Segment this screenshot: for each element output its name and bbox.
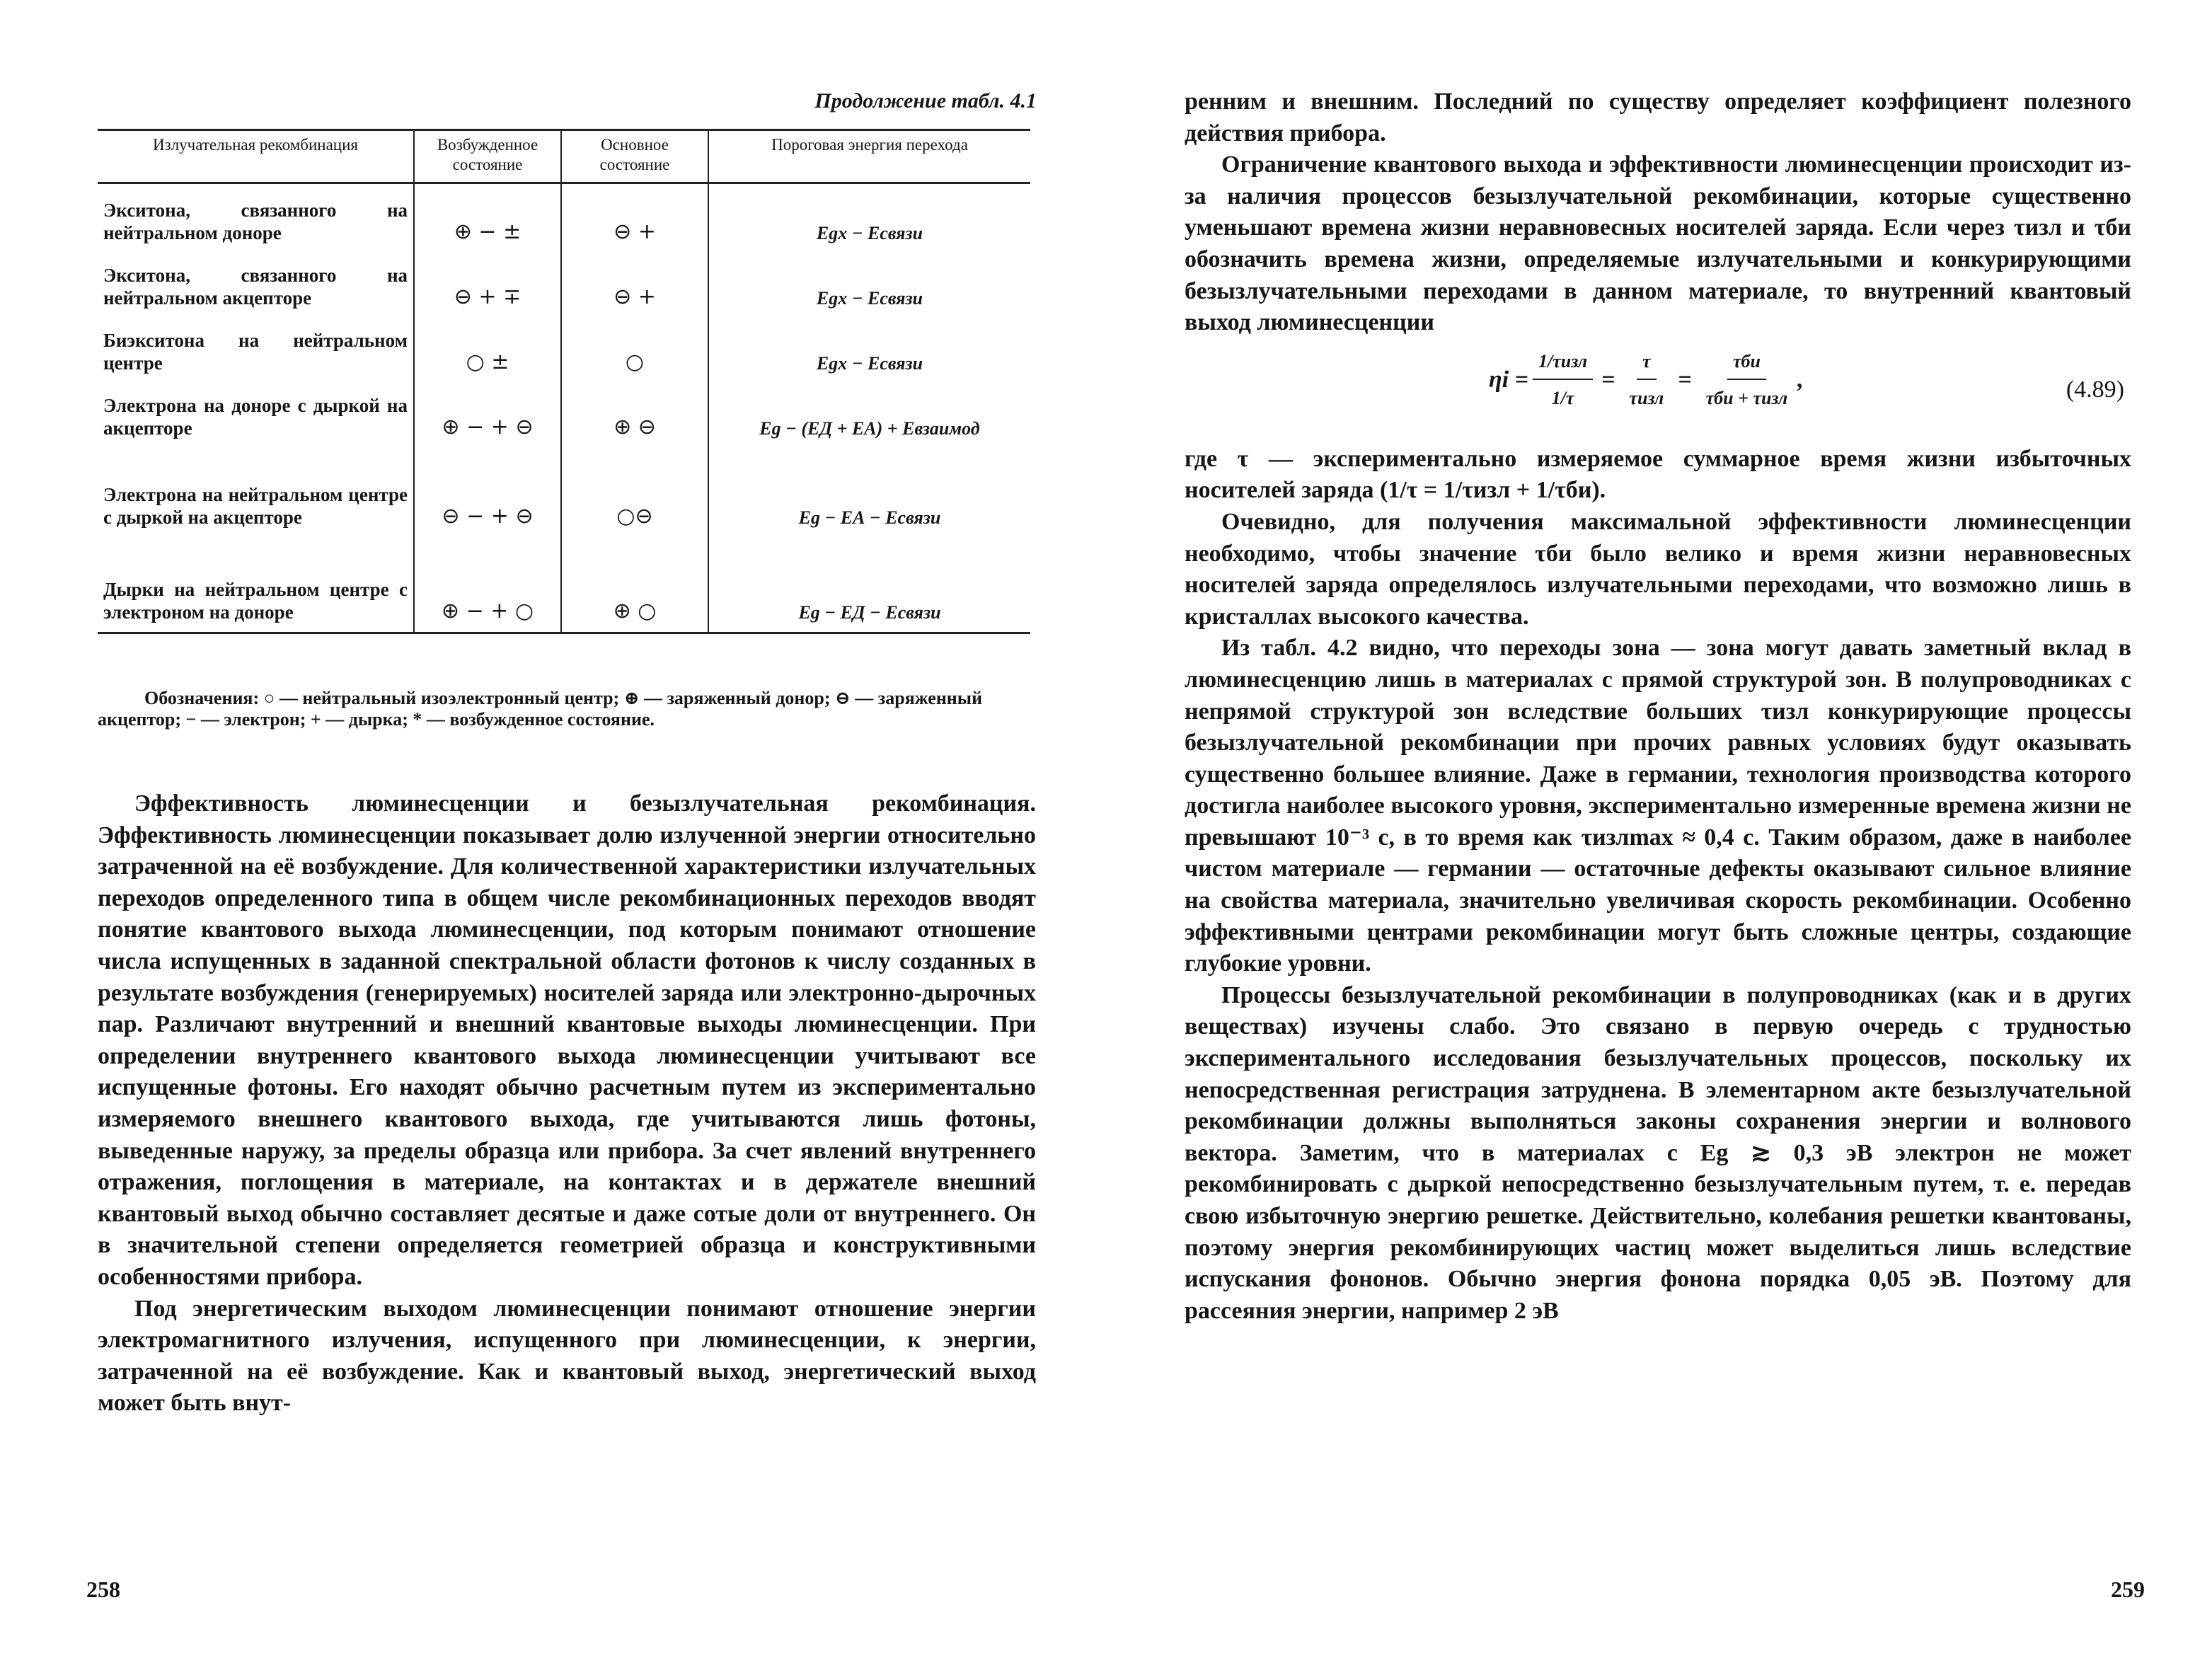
paragraph: Процессы безызлучательной рекомбинации в полупроводниках (как и в других веществах) изучены слабо. Это связано в первую очередь с трудностью экспериментального исследования безызлучательных процессов, поскольку их непосредственная регистрация затруднена. В элементарном акте безызлучательной рекомбинации должны выполняться законы сохранения энергии и волнового вектора. Заметим, что в материалах с Eg ≳ 0,3 эВ электрон не может рекомбинировать с дыркой непосредственно безызлучательным путем, т. е. передав свою избыточную энергию решетке. Действительно, колебания решетки квантованы, поэтому энергия рекомбинирующих частиц может выделиться лишь вследствие испускания фононов. Обычно энергия фонона порядка 0,05 эВ. Поэтому для рассеяния энергии, например 2 эВ [1185, 981, 2131, 1324]
header-recombination-type: Излучательная рекомбинация [98, 130, 414, 183]
cell-excited-state: ⊕ − + ○ [414, 537, 561, 633]
paragraph: Ограничение квантового выхода и эффективности люминесценции происходит из-за наличия процессов безызлучательной рекомбинации, которые существенно уменьшают времена жизни неравновесных носителей заряда. Если через τизл и τби обозначить времена жизни, определяемые излучательными и конкурирующими безызлучательными переходами в данном материале, то внутренний квантовый выход люминесценции [1185, 151, 2131, 336]
cell-threshold-energy: Eg − (EД + EА) + Eвзаимод [759, 417, 980, 439]
fraction [1700, 346, 1794, 415]
cell-threshold-energy: Eg − EД − Eсвязи [708, 537, 1030, 633]
equation-lhs: ηi = [1489, 367, 1528, 393]
fraction-numerator: τби [1727, 346, 1766, 381]
table-continuation-label: Продолжение табл. 4.1 [814, 89, 1037, 113]
table-row [98, 383, 1030, 448]
paragraph: ренним и внешним. Последний по существу определяет коэффициент полезного действия прибора. [1185, 88, 2131, 146]
equation-tail: , [1797, 367, 1804, 393]
left-body-text [98, 788, 1036, 1419]
cell-recombination-type: Экситона, связанного на нейтральном акцепторе [98, 253, 414, 318]
cell-excited-state: ○ ± [414, 318, 561, 383]
cell-ground-state: ⊖ + [561, 253, 708, 318]
cell-excited-state: ⊖ − + ⊖ [414, 448, 561, 537]
cell-ground-state: ○ [561, 318, 708, 383]
right-body-text [1185, 86, 2131, 1327]
right-page [1106, 0, 2212, 1653]
page-number: 259 [2111, 1577, 2145, 1602]
cell-excited-state: ⊖ + ∓ [414, 253, 561, 318]
cell-recombination-type: Электрона на нейтральном центре с дыркой на акцепторе [98, 448, 414, 537]
fraction [1533, 346, 1593, 415]
equation-body [1489, 346, 1804, 415]
fraction-numerator: τ [1637, 346, 1657, 381]
cell-ground-state: ⊕ ○ [561, 537, 708, 633]
cell-threshold-energy: Egx − Eсвязи [816, 352, 923, 374]
cell-threshold-energy: Egx − Eсвязи [816, 222, 923, 243]
cell-recombination-type: Дырки на нейтральном центре с электроном на доноре [98, 537, 414, 633]
header-excited-state: Возбужденное состояние [414, 130, 561, 183]
table-row [98, 448, 1030, 537]
table-row [98, 253, 1030, 318]
cell-excited-state: ⊕ − + ⊖ [414, 383, 561, 448]
cell-excited-state: ⊕ − ± [414, 183, 561, 253]
cell-threshold-energy: Eg − EА − Eсвязи [798, 507, 941, 528]
paragraph: где τ — экспериментально измеряемое суммарное время жизни избыточных носителей заряда (1/τ = 1/τизл + 1/τби). [1185, 445, 2131, 504]
cell-ground-state: ○⊖ [561, 448, 708, 537]
fraction-numerator: 1/τизл [1533, 346, 1593, 381]
recombination-table [98, 129, 1030, 634]
cell-recombination-type: Экситона, связанного на нейтральном доноре [98, 183, 414, 253]
fraction-denominator: τби + τизл [1705, 388, 1788, 409]
equals-sign: = [1678, 367, 1692, 393]
page-number: 258 [86, 1577, 120, 1602]
equals-sign: = [1601, 367, 1615, 393]
cell-threshold-energy: Egx − Eсвязи [816, 287, 923, 309]
table-row [98, 537, 1030, 633]
fraction-denominator: τизл [1629, 388, 1664, 409]
equation-4-89 [1185, 343, 2131, 437]
table-row [98, 318, 1030, 383]
table-legend-notes: Обозначения: ○ — нейтральный изоэлектронный центр; ⊕ — заряженный донор; ⊖ — заряженный акцептор; − — электрон; + — дырка; * — возбужденное состояние. [98, 688, 983, 730]
table-header-row [98, 130, 1030, 183]
cell-ground-state: ⊕ ⊖ [561, 383, 708, 448]
header-ground-state: Основное состояние [561, 130, 708, 183]
header-threshold-energy: Пороговая энергия перехода [708, 130, 1030, 183]
paragraph: Очевидно, для получения максимальной эффективности люминесценции необходимо, чтобы значение τби было велико и время жизни неравновесных носителей заряда определялось излучательными переходами, что возможно лишь в кристаллах высокого качества. [1185, 508, 2131, 630]
fraction-denominator: 1/τ [1551, 388, 1574, 409]
table-row [98, 183, 1030, 253]
cell-recombination-type: Электрона на доноре с дыркой на акцепторе [98, 383, 414, 448]
cell-ground-state: ⊖ + [561, 183, 708, 253]
cell-recombination-type: Биэкситона на нейтральном центре [98, 318, 414, 383]
equation-number: (4.89) [2066, 376, 2124, 403]
fraction [1623, 346, 1669, 415]
paragraph: Из табл. 4.2 видно, что переходы зона — зона могут давать заметный вклад в люминесценцию лишь в материалах с прямой структурой зон. В полупроводниках с непрямой структурой зон вследствие больших τизл конкурирующие процессы безызлучательной рекомбинации при прочих равных условиях будут оказывать существенно большее влияние. Даже в германии, технология производства которого достигла наиболее высокого уровня, экспериментально измеренные времена жизни не превышают 10⁻³ с, в то время как τизлmax ≈ 0,4 с. Таким образом, даже в наиболее чистом материале — германии — остаточные дефекты оказывают сильное влияние на свойства материала, значительно увеличивая скорость рекомбинации. Особенно эффективными центрами рекомбинации могут быть сложные центры, создающие глубокие уровни. [1185, 635, 2131, 977]
paragraph: Под энергетическим выходом люминесценции понимают отношение энергии электромагнитного излучения, испущенного при люминесценции, к энергии, затраченной на её возбуждение. Как и квантовый выход, энергетический выход может быть внут- [98, 1295, 1036, 1417]
paragraph: Эффективность люминесценции и безызлучательная рекомбинация. Эффективность люминесценции показывает долю излученной энергии относительно затраченной на её возбуждение. Для количественной характеристики излучательных переходов определенного типа в общем числе рекомбинационных переходов вводят понятие квантового выхода люминесценции, под которым понимают отношение числа испущенных в заданной спектральной области фотонов к числу созданных в результате возбуждения (генерируемых) носителей заряда или электронно-дырочных пар. Различают внутренний и внешний квантовые выходы люминесценции. При определении внутреннего квантового выхода люминесценции учитывают все испущенные фотоны. Его находят обычно расчетным путем из экспериментально измеряемого внешнего квантового выхода, где учитываются лишь фотоны, выведенные наружу, за пределы образца или прибора. За счет явлений внутреннего отражения, поглощения в материале, на контактах и в держателе внешний квантовый выход обычно составляет десятые и даже сотые доли от внутреннего. Он в значительной степени определяется геометрией образца и конструктивными особенностями прибора. [98, 790, 1036, 1290]
